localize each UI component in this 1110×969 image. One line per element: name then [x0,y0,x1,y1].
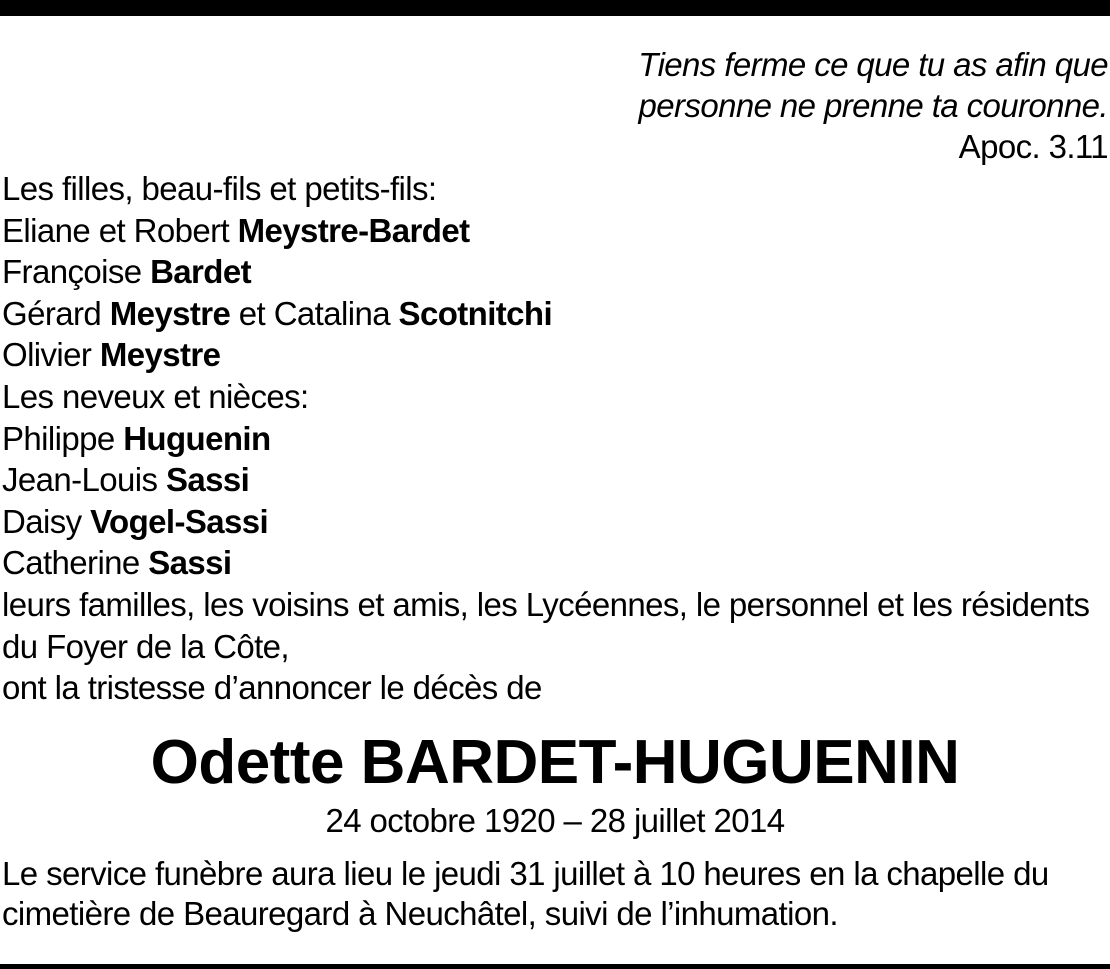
epigraph-line-1: Tiens ferme ce que tu as afin que [638,46,1108,83]
nephew: Catherine Sassi [2,544,232,582]
top-rule [0,0,1110,16]
family-member: Olivier Meystre [2,336,221,374]
bottom-rule [0,964,1110,969]
deceased-name: Odette BARDET-HUGUENIN [150,728,960,797]
family-member: Françoise Bardet [2,253,251,291]
closing-line-2: du Foyer de la Côte, [2,627,289,665]
nephew: Jean-Louis Sassi [2,461,250,499]
family-member: Gérard Meystre et Catalina Scotnitchi [2,294,553,332]
daughters-heading: Les filles, beau-fils et petits-fils: [2,170,437,207]
service-line-1: Le service funèbre aura lieu le jeudi 31 juillet à 10 heures en la chapelle du [2,855,1049,892]
nephew: Daisy Vogel-Sassi [2,502,269,540]
epigraph-line-2: personne ne prenne ta couronne. [638,87,1108,124]
epigraph-reference: Apoc. 3.11 [958,128,1108,165]
epigraph [508,44,1108,167]
closing-line-3: ont la tristesse d’annoncer le décès de [2,669,542,707]
life-dates: 24 octobre 1920 – 28 juillet 2014 [325,802,785,839]
closing-line-1: leurs familles, les voisins et amis, les Lycéennes, le personnel et les résidents [2,585,1090,623]
service-notice [2,854,1108,934]
nephews-heading: Les neveux et nièces: [2,377,309,415]
family-announcement [2,168,1108,709]
family-member: Eliane et Robert Meystre-Bardet [2,211,470,249]
service-line-2: cimetière de Beauregard à Neuchâtel, suivi de l’inhumation. [2,895,838,932]
nephew: Philippe Huguenin [2,419,271,457]
